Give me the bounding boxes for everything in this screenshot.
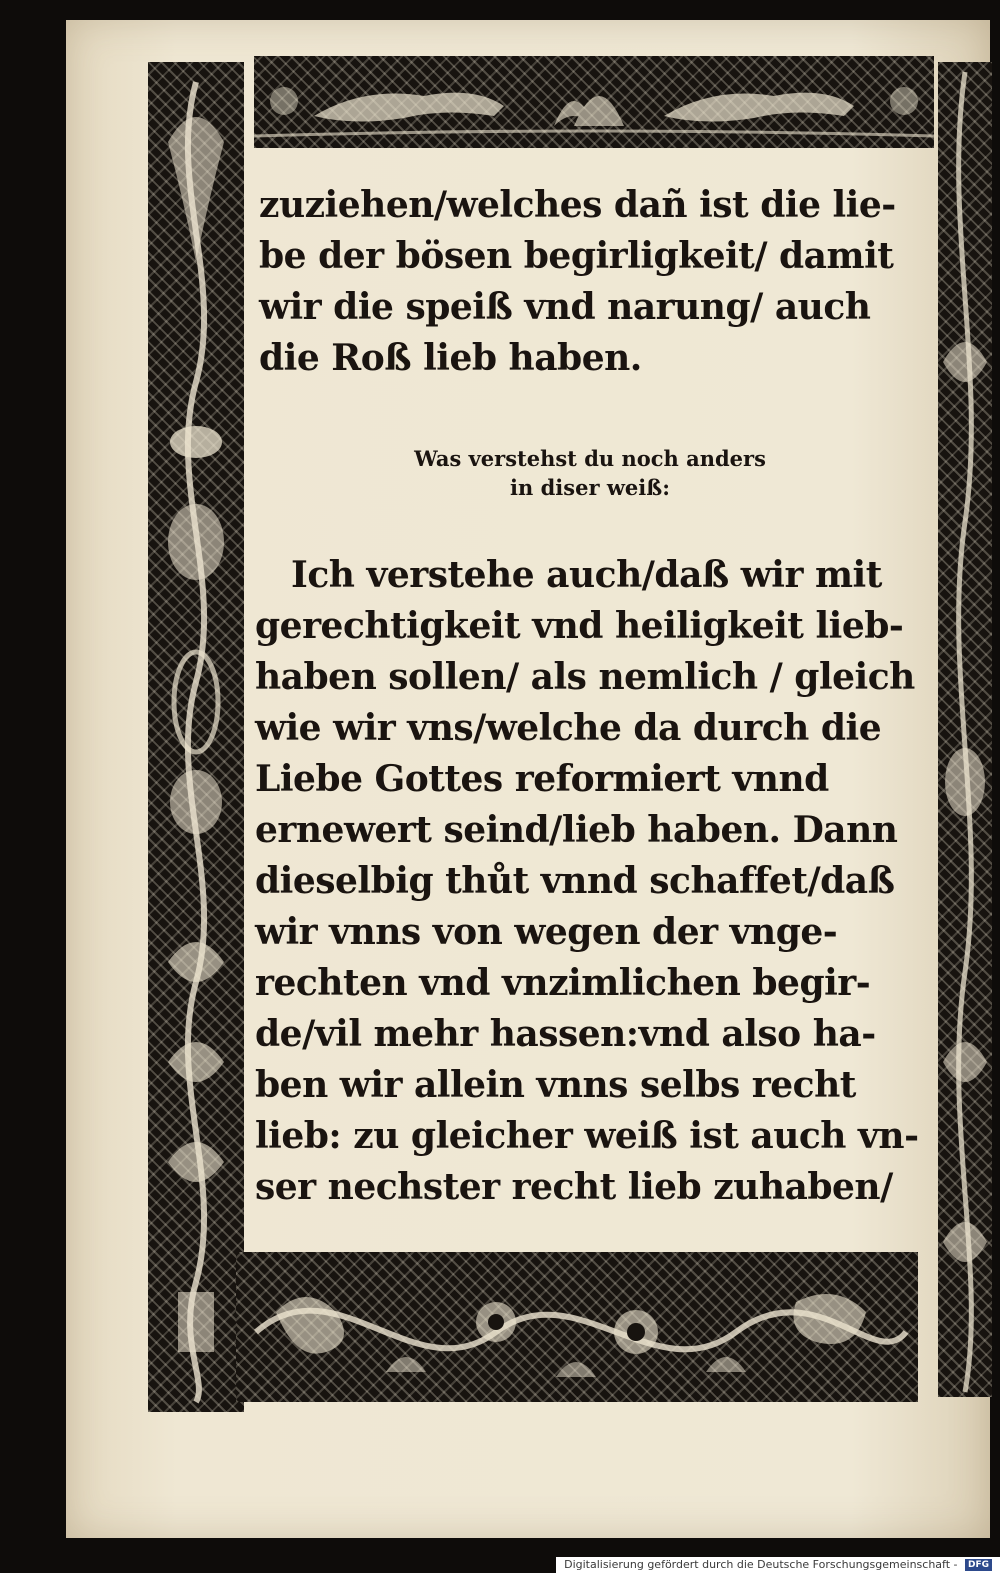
text-line: lieb: zu gleicher weiß ist auch vn- [255,1115,919,1157]
page-text [255,152,925,1250]
left-woodcut-border [148,62,244,1412]
top-woodcut-border [254,56,934,148]
text-line: zuziehen/welches dañ ist die lie- [259,184,896,226]
heading-line: Was verstehst du noch anders [414,446,766,471]
text-line: die Roß lieb haben. [259,337,642,379]
bottom-woodcut-border [236,1252,918,1402]
text-line: gerechtigkeit vnd heiligkeit lieb- [255,605,904,647]
heading-line: in diser weiß: [510,475,670,500]
digitization-credit [556,1557,1000,1573]
credit-text: Digitalisierung gefördert durch die Deutsche Forschungsgemeinschaft - [564,1558,958,1571]
right-woodcut-border [938,62,992,1397]
text-line: ben wir allein vnns selbs recht [255,1064,856,1106]
dfg-logo: DFG [965,1559,992,1571]
text-line: Ich verstehe auch/daß wir mit [291,554,882,596]
right-ornament [938,62,992,1397]
text-line: wir die speiß vnd narung/ auch [259,286,871,328]
question-heading [255,444,925,502]
left-ornament [148,62,244,1412]
text-line: be der bösen begirligkeit/ damit [259,235,894,277]
paragraph-1 [259,180,896,384]
text-line: dieselbig thůt vnnd schaffet/daß [255,860,895,902]
text-line: de/vil mehr hassen:vnd also ha- [255,1013,876,1055]
text-line: ernewert seind/lieb haben. Dann [255,809,898,851]
text-line: wir vnns von wegen der vnge- [255,911,838,953]
bottom-ornament [236,1252,918,1402]
paragraph-2 [255,550,919,1213]
text-line: rechten vnd vnzimlichen begir- [255,962,871,1004]
text-line: wie wir vns/welche da durch die [255,707,882,749]
text-line: Liebe Gottes reformiert vnnd [255,758,829,800]
text-line: ser nechster recht lieb zuhaben/ [255,1166,893,1208]
top-ornament [254,56,934,148]
text-line: haben sollen/ als nemlich / gleich [255,656,915,698]
